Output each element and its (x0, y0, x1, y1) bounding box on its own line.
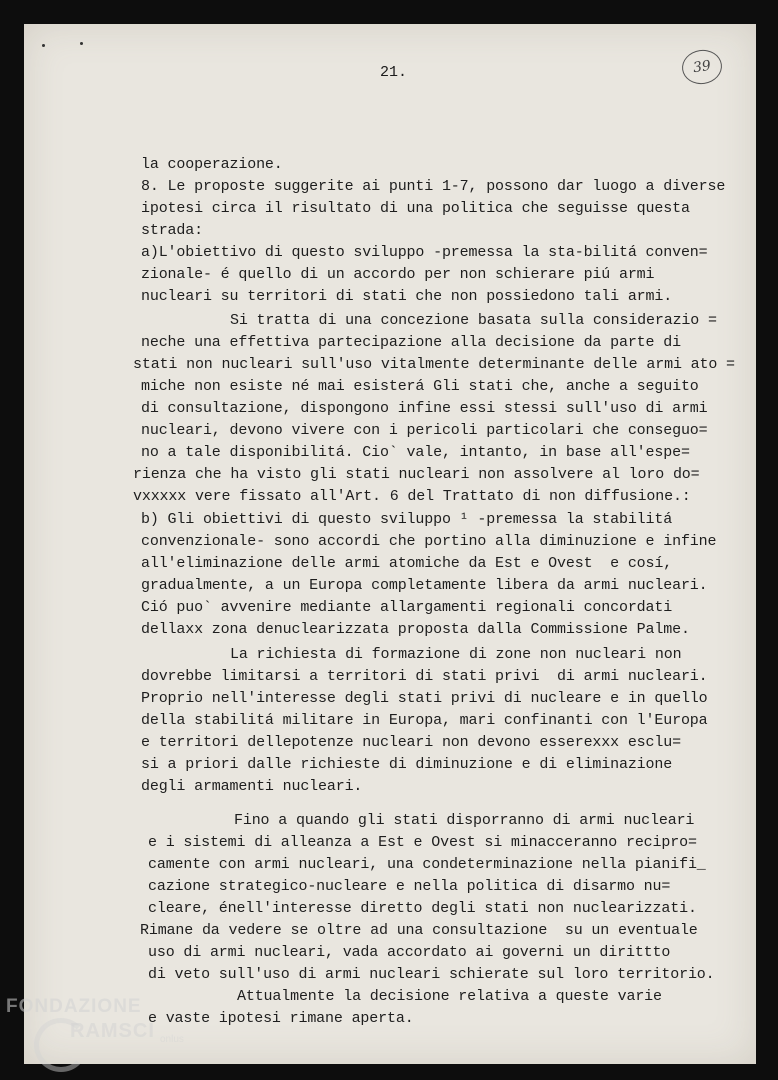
text-line: degli armamenti nucleari. (141, 778, 363, 795)
text-line: ipotesi circa il risultato di una politica che seguisse questa (141, 200, 690, 217)
text-line: dovrebbe limitarsi a territori di stati privi di armi nucleari. (141, 668, 708, 685)
text-line: di veto sull'uso di armi nucleari schierate sul loro territorio. (148, 966, 715, 983)
document-page (24, 24, 756, 1064)
text-line: si a priori dalle richieste di diminuzione e di eliminazione (141, 756, 673, 773)
text-line: b) Gli obiettivi di questo sviluppo ¹ -premessa la stabilitá (141, 511, 673, 528)
page-number: 21. (380, 64, 408, 81)
text-line: 8. Le proposte suggerite ai punti 1-7, possono dar luogo a diverse (141, 178, 726, 195)
watermark-line1: FONDAZIONE (6, 996, 142, 1017)
punch-mark (80, 42, 83, 45)
text-line: strada: (141, 222, 203, 239)
text-line: di consultazione, dispongono infine essi stessi sull'uso di armi (141, 400, 708, 417)
text-line: Rimane da vedere se oltre ad una consultazione su un eventuale (140, 922, 698, 939)
fondazione-watermark (0, 990, 240, 1080)
text-line: nucleari su territori di stati che non possiedono tali armi. (141, 288, 673, 305)
text-line: Ció puo` avvenire mediante allargamenti regionali concordati (141, 599, 673, 616)
text-line: all'eliminazione delle armi atomiche da Est e Ovest e cosí, (141, 555, 673, 572)
text-line: uso di armi nucleari, vada accordato ai governi un dirittto (148, 944, 671, 961)
text-line: neche una effettiva partecipazione alla decisione da parte di (141, 334, 681, 351)
text-line: Attualmente la decisione relativa a queste varie (237, 988, 662, 1005)
text-line: convenzionale- sono accordi che portino alla diminuzione e infine (141, 533, 717, 550)
watermark-line2: RAMSCI (70, 1020, 155, 1042)
text-line: Si tratta di una concezione basata sulla considerazio = (230, 312, 717, 329)
text-line: e i sistemi di alleanza a Est e Ovest si minacceranno recipro= (148, 834, 697, 851)
text-line: no a tale disponibilitá. Cio` vale, intanto, in base all'espe= (141, 444, 690, 461)
text-line: cleare, énell'interesse diretto degli stati non nuclearizzati. (148, 900, 697, 917)
text-line: la cooperazione. (141, 156, 283, 173)
text-line: camente con armi nucleari, una condeterminazione nella pianifi_ (148, 856, 706, 873)
punch-mark (42, 44, 45, 47)
text-line: dellaxx zona denuclearizzata proposta dalla Commissione Palme. (141, 621, 690, 638)
archive-mark: 39 (680, 47, 724, 86)
watermark-suffix: onlus (160, 1034, 184, 1045)
text-line: della stabilitá militare in Europa, mari confinanti con l'Europa (141, 712, 708, 729)
text-line: nucleari, devono vivere con i pericoli particolari che conseguo= (141, 422, 708, 439)
text-line: Fino a quando gli stati disporranno di armi nucleari (234, 812, 695, 829)
text-line: zionale- é quello di un accordo per non schierare piú armi (141, 266, 655, 283)
text-line: La richiesta di formazione di zone non nucleari non (230, 646, 682, 663)
text-line: miche non esiste né mai esisterá Gli stati che, anche a seguito (141, 378, 699, 395)
text-line: stati non nucleari sull'uso vitalmente determinante delle armi ato = (133, 356, 735, 373)
text-line: gradualmente, a un Europa completamente libera da armi nucleari. (141, 577, 708, 594)
text-line: e territori dellepotenze nucleari non devono esserexxx esclu= (141, 734, 681, 751)
text-line: a)L'obiettivo di questo sviluppo -premessa la sta-bilitá conven= (141, 244, 708, 261)
text-line: e vaste ipotesi rimane aperta. (148, 1010, 414, 1027)
text-line: Proprio nell'interesse degli stati privi di nucleare e in quello (141, 690, 708, 707)
text-line: vxxxxx vere fissato all'Art. 6 del Trattato di non diffusione.: (133, 488, 691, 505)
text-line: cazione strategico-nucleare e nella politica di disarmo nu= (148, 878, 671, 895)
text-line: rienza che ha visto gli stati nucleari non assolvere al loro do= (133, 466, 700, 483)
